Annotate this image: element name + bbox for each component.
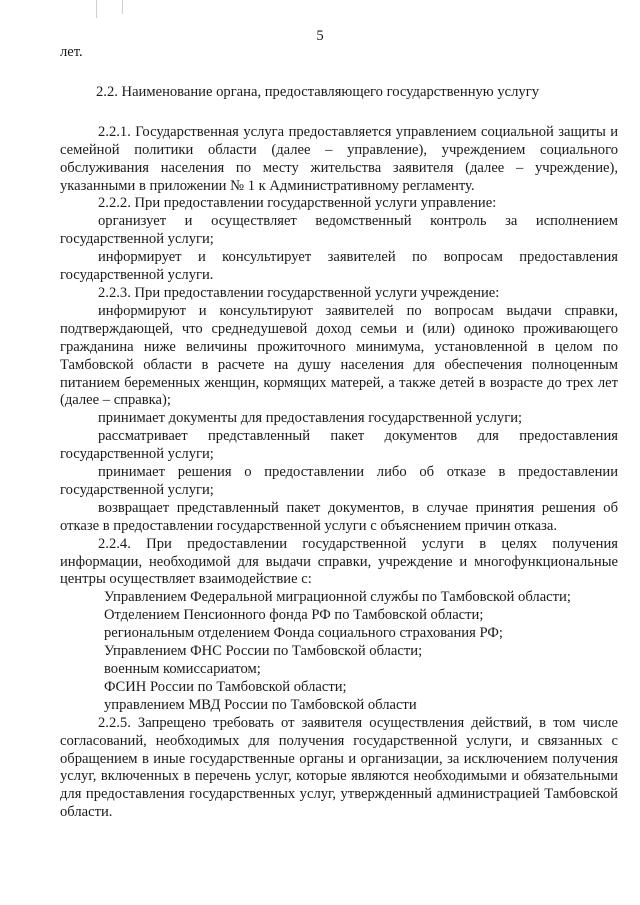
institution-duty-inform: информируют и консультируют заявителей по вопросам выдачи справки, подтверждающей, что среднедушевой доход семьи и (или) одиноко проживающего гражданина ниже величины прожиточного минимума, установленной в целом по Тамбовской области в расчете на душу населения для обеспечения полноценным питанием беременных женщин, кормящих матерей, а также детей в возрасте до трех лет (далее – справка); (60, 302, 618, 409)
paragraph-2-2-4: 2.2.4. При предоставлении государственной услуги в целях получения информации, необходимой для выдачи справки, учреждение и многофункциональные центры осуществляет взаимодействие с: (60, 535, 618, 588)
paragraph-2-2-3: 2.2.3. При предоставлении государственной услуги учреждение: (98, 284, 500, 301)
management-duty-inform: информирует и консультирует заявителей по вопросам предоставления государственной услуги. (60, 249, 618, 284)
paragraph-2-2-5: 2.2.5. Запрещено требовать от заявителя осуществления действий, в том числе согласований, необходимых для получения государственной услуги, и связанных с обращением в иные государственные органы и организации, за исключением получения услуг, включенных в перечень услуг, которые являются необходимыми и обязательными для предоставления государственных услуг, утвержденный администрацией Тамбовской области. (60, 714, 618, 821)
paragraph-continuation: лет. (60, 44, 83, 60)
document-body (60, 44, 618, 822)
institution-duty-decide: принимает решения о предоставлении либо об отказе в предоставлении государственной услуги; (60, 464, 618, 498)
management-duty-control: организует и осуществляет ведомственный контроль за исполнением государственной услуги; (60, 213, 618, 248)
paragraph-2-2-1: 2.2.1. Государственная услуга предоставляется управлением социальной защиты и семейной политики области (далее – управление), учреждением социального обслуживания населения по месту жительства заявителя (далее – учреждение), указанными в приложении № 1 к Административному регламенту. (60, 123, 618, 194)
agency-list-item: Управлением ФНС России по Тамбовской области; (104, 643, 423, 660)
agency-list-item: управлением МВД России по Тамбовской области (104, 696, 417, 713)
agency-list-item: военным комиссариатом; (104, 661, 261, 677)
institution-duty-review: рассматривает представленный пакет документов для предоставления государственной услуги; (60, 428, 618, 463)
agency-list-item: ФСИН России по Тамбовской области; (104, 678, 347, 695)
agency-list (60, 589, 618, 714)
agency-list-item: Отделением Пенсионного фонда РФ по Тамбовской области; (104, 607, 484, 624)
scan-artifact-line (96, 0, 97, 18)
paragraph-2-2-2: 2.2.2. При предоставлении государственной услуги управление: (98, 195, 497, 212)
page-number: 5 (316, 28, 324, 44)
section-heading: 2.2. Наименование органа, предоставляющего государственную услугу (96, 83, 539, 100)
agency-list-item: Управлением Федеральной миграционной службы по Тамбовской области; (104, 589, 571, 606)
institution-duty-return: возвращает представленный пакет документов, в случае принятия решения об отказе в предоставлении государственной услуги с объяснением причин отказа. (60, 499, 618, 534)
institution-duty-accept: принимает документы для предоставления государственной услуги; (98, 410, 523, 427)
scan-artifact-line (122, 0, 123, 14)
agency-list-item: региональным отделением Фонда социального страхования РФ; (104, 625, 503, 642)
